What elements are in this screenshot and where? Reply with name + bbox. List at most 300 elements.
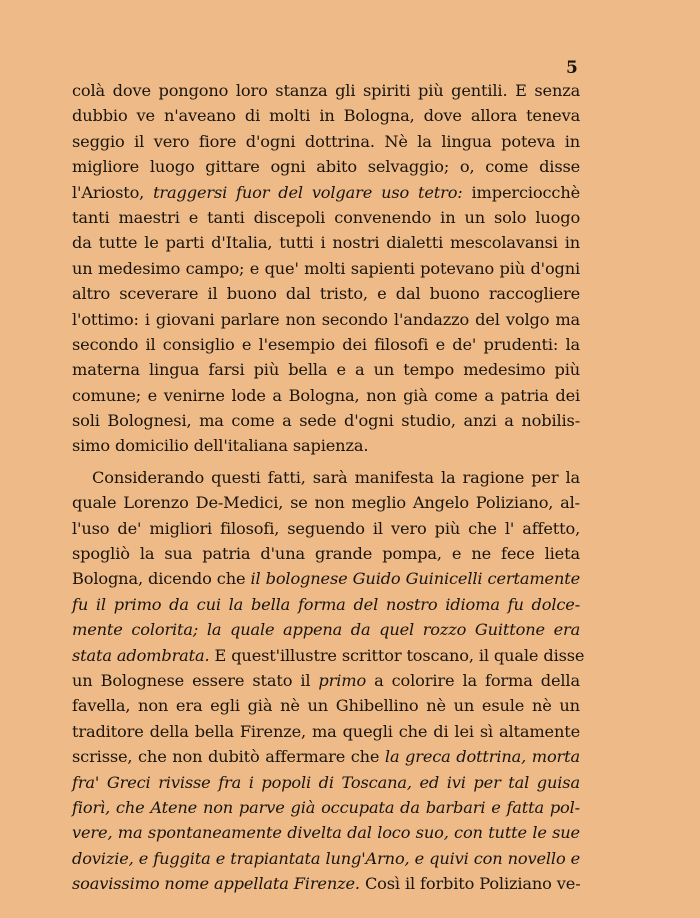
word: l'Ariosto, [72, 182, 145, 202]
italic-word: i [248, 772, 254, 792]
italic-word: che [115, 797, 145, 817]
word: già [247, 696, 273, 716]
word: in [440, 207, 456, 227]
word: que' [264, 258, 299, 278]
word: come [485, 157, 529, 177]
italic-word: guisa [536, 772, 580, 792]
word: tanti [72, 207, 110, 227]
text-line [72, 78, 580, 103]
word: dubbio [72, 106, 128, 126]
word: convenendo [334, 207, 432, 227]
word: teneva [526, 106, 581, 126]
word: nè [280, 696, 300, 716]
word: già [403, 385, 428, 405]
word: potevano [420, 258, 495, 278]
word: tempo [403, 360, 455, 380]
word: secondo [321, 309, 388, 329]
word: lieta [544, 544, 580, 564]
word: luogo [535, 207, 581, 227]
word: medesimo [463, 360, 546, 380]
text-line [72, 332, 580, 357]
word: e [451, 544, 462, 564]
italic-word: di [318, 772, 334, 792]
word: il [207, 284, 218, 304]
word: dei [342, 334, 367, 354]
word: la [139, 544, 155, 564]
word: grande [314, 544, 373, 564]
word: forma [485, 670, 533, 690]
word: scrisse, [72, 747, 133, 767]
word: materna [72, 360, 140, 380]
text-line [72, 103, 580, 128]
word: in [564, 131, 581, 151]
text-line [72, 230, 580, 255]
word: sì [479, 721, 494, 741]
word: ragione [462, 467, 525, 487]
word: lingua [148, 360, 200, 380]
word: molti [304, 258, 346, 278]
text-block [72, 78, 585, 897]
word: i [144, 309, 150, 329]
word: ma [555, 309, 581, 329]
word: pompa, [382, 544, 442, 564]
italic-word: già [290, 797, 316, 817]
word: sua [164, 544, 193, 564]
word: E [515, 81, 527, 100]
italic-word: fuggita [153, 848, 211, 868]
word: solo [493, 207, 527, 227]
italic-word: tal [508, 772, 530, 792]
word: Bolognesi, [107, 411, 192, 431]
italic-word: lung'Arno, [325, 848, 410, 868]
word: affetto, [522, 518, 581, 538]
word: più [417, 81, 444, 100]
word: del [475, 309, 500, 329]
word: Così [364, 874, 400, 894]
word: ma [311, 721, 337, 741]
italic-word: quel [379, 620, 415, 640]
word: Nè [384, 131, 408, 151]
word: un [559, 696, 580, 716]
word: allora [470, 106, 518, 126]
italic-word: il [95, 594, 106, 614]
italic-word: non [202, 797, 234, 817]
word: al- [560, 493, 581, 513]
italic-word: forma [297, 594, 346, 614]
word: toscano, [406, 645, 474, 665]
word: manifesta [354, 467, 434, 487]
word: che [468, 518, 497, 538]
italic-word: Guido [352, 569, 401, 589]
italic-word: da [350, 620, 371, 640]
word: che [398, 721, 428, 741]
word: dell'italiana [193, 436, 288, 456]
word: Ghibellino [335, 696, 419, 716]
word: buono [429, 284, 480, 304]
word: n'aveano [163, 106, 236, 126]
word: raccogliere [488, 284, 581, 304]
word: maestri [118, 207, 180, 227]
word: ogni [270, 157, 306, 177]
italic-word: appellata [213, 874, 289, 894]
italic-word: fra [218, 772, 242, 792]
text-line [72, 408, 580, 433]
italic-word: dolce- [531, 594, 581, 614]
word: era [175, 696, 203, 716]
word: dei [555, 385, 581, 405]
italic-word: ma [117, 823, 143, 843]
word: d'ogni [344, 411, 394, 431]
italic-word: Atene [150, 797, 198, 817]
word: non [172, 747, 203, 767]
italic-word: loco [377, 823, 411, 843]
word: altro [72, 284, 111, 304]
italic-word: Firenze. [293, 874, 360, 894]
italic-word: fra' [72, 772, 100, 792]
word: che [350, 747, 380, 767]
word: simo [72, 436, 110, 456]
word: se [290, 493, 308, 513]
word: la [440, 467, 456, 487]
word: discepoli [253, 207, 326, 227]
italic-word: bella [250, 594, 291, 614]
word: la [417, 131, 432, 151]
word: il [145, 334, 156, 354]
italic-word: primo [318, 670, 367, 690]
word: d'una [260, 544, 305, 564]
word: ve [136, 106, 155, 126]
word: vero [153, 131, 190, 151]
word: filosofi [374, 334, 429, 354]
word: medesimo [97, 258, 181, 278]
text-line [72, 566, 580, 591]
word: pongono [158, 81, 229, 100]
word: de' [452, 334, 477, 354]
word: le [144, 233, 159, 253]
word: il [478, 645, 489, 665]
italic-word: stata [72, 645, 112, 665]
word: dicendo [148, 569, 212, 589]
word: lode [231, 385, 266, 405]
word: fiore [198, 131, 237, 151]
word: in [564, 233, 581, 253]
word: giovani [155, 309, 215, 329]
italic-word: appena [283, 620, 343, 640]
word: affermare [265, 747, 346, 767]
italic-word: fiorì, [72, 797, 111, 817]
word: forbito [420, 874, 475, 894]
italic-word: tutte [488, 823, 527, 843]
italic-word: traggersi [153, 182, 228, 202]
word: patria [500, 385, 549, 405]
word: e [377, 284, 387, 304]
word: senza [534, 81, 581, 100]
italic-word: popoli [261, 772, 312, 792]
word: sarà [312, 467, 348, 487]
word: quegli [342, 721, 393, 741]
italic-word: quivi [429, 848, 469, 868]
word: a [504, 411, 514, 431]
word: e [435, 334, 446, 354]
italic-word: e [570, 848, 581, 868]
italic-word: rivisse [158, 772, 211, 792]
italic-word: la [384, 747, 400, 767]
italic-word: divelta [287, 823, 342, 843]
word: essere [192, 670, 245, 690]
italic-word: uso [381, 182, 410, 202]
word: sapienti [350, 258, 415, 278]
italic-word: vere, [72, 823, 113, 843]
word: spogliò [72, 544, 130, 564]
italic-word: pol- [549, 797, 580, 817]
italic-word: idioma [445, 594, 500, 614]
text-line [72, 357, 580, 382]
word: consiglio [162, 334, 235, 354]
text-line [72, 592, 580, 617]
word: nè [531, 696, 552, 716]
italic-word: cui [196, 594, 221, 614]
word: Bologna, [343, 106, 415, 126]
word: quale [493, 645, 539, 665]
italic-word: volgare [311, 182, 373, 202]
text-line [72, 129, 580, 154]
paragraph [72, 465, 585, 897]
italic-word: trapiantata [230, 848, 321, 868]
word: o, [459, 157, 475, 177]
word: vero [390, 518, 427, 538]
word: stanza [275, 81, 328, 100]
word: venirne [163, 385, 225, 405]
word: ne [471, 544, 492, 564]
word: un [464, 207, 486, 227]
word: più [253, 360, 280, 380]
word: gentili. [451, 81, 508, 100]
word: favella, [72, 696, 131, 716]
italic-word: con [473, 848, 503, 868]
word: mescolavansi [450, 233, 558, 253]
word: non [366, 385, 397, 405]
word: la [462, 670, 477, 690]
word: questi [211, 467, 261, 487]
word: e [241, 334, 252, 354]
word: esule [481, 696, 525, 716]
italic-word: fu [72, 594, 89, 614]
word: volgo [505, 309, 550, 329]
word: la [565, 467, 581, 487]
word: non [285, 309, 316, 329]
word: dal [395, 284, 421, 304]
word: non [314, 493, 345, 513]
word: Lorenzo [123, 493, 189, 513]
word: selvaggio; [367, 157, 450, 177]
word: ve- [556, 874, 581, 894]
text-line [72, 205, 580, 230]
word: Bologna, [288, 385, 360, 405]
word: più [554, 360, 581, 380]
word: domicilio [114, 436, 189, 456]
word: molti [269, 106, 311, 126]
word: di [244, 106, 261, 126]
italic-word: parve [238, 797, 285, 817]
word: sede [299, 411, 337, 431]
word: nostri [332, 233, 380, 253]
page-number: 5 [566, 58, 578, 78]
word: dubitò [207, 747, 260, 767]
word: parti [165, 233, 205, 253]
italic-word: morta [531, 747, 580, 767]
italic-word: dottrina, [456, 747, 527, 767]
italic-word: il [250, 569, 261, 589]
word: l' [504, 518, 515, 538]
word: a [272, 385, 282, 405]
word: da [72, 233, 92, 253]
italic-word: nome [164, 874, 209, 894]
word: di [433, 721, 449, 741]
word: fece [501, 544, 535, 564]
word: in [319, 106, 335, 126]
word: De-Medici, [195, 493, 284, 513]
word: spiriti [362, 81, 411, 100]
word: come [231, 411, 275, 431]
word: traditore [72, 721, 144, 741]
word: studio, [401, 411, 456, 431]
word: lingua [441, 131, 492, 151]
italic-word: ed [419, 772, 440, 792]
text-line [72, 617, 580, 642]
word: poteva [501, 131, 556, 151]
word: non [138, 696, 169, 716]
word: la [565, 334, 580, 354]
word: colorire [391, 670, 455, 690]
word: a [282, 411, 292, 431]
word: Firenze, [239, 721, 307, 741]
word: a [484, 385, 494, 405]
word: a [355, 360, 365, 380]
word: un [307, 696, 329, 716]
word: anzi [463, 411, 497, 431]
text-line [72, 465, 580, 490]
word: d'Italia, [211, 233, 273, 253]
italic-word: quale [229, 620, 275, 640]
word: seguendo [287, 518, 365, 538]
text-line [72, 871, 580, 896]
word: altamente [498, 721, 581, 741]
italic-word: e [215, 848, 226, 868]
word: d'ogni [530, 258, 581, 278]
italic-word: e [491, 797, 501, 817]
italic-word: colorita; [131, 620, 199, 640]
word: d'ogni [245, 131, 296, 151]
word: E [214, 645, 227, 665]
text-line [72, 383, 580, 408]
word: un [72, 670, 93, 690]
word: imperciocchè [471, 182, 581, 202]
text-line [72, 744, 580, 769]
word: parlare [220, 309, 280, 329]
italic-word: fu [507, 594, 524, 614]
word: soli [72, 411, 100, 431]
word: e [249, 258, 260, 278]
text-line [72, 180, 580, 205]
text-line [72, 281, 580, 306]
word: come [434, 385, 478, 405]
word: nè [426, 696, 446, 716]
word: Considerando [92, 467, 205, 487]
text-line [72, 668, 580, 693]
word: che [138, 747, 167, 767]
word: loro [235, 81, 268, 100]
word: Bolognese [100, 670, 185, 690]
word: il [300, 670, 311, 690]
text-line [72, 643, 585, 668]
word: patria [202, 544, 251, 564]
italic-word: spontaneamente [147, 823, 282, 843]
word: campo; [185, 258, 245, 278]
word: gli [335, 81, 356, 100]
text-line [72, 719, 580, 744]
word: bella [194, 721, 234, 741]
italic-word: occupata [321, 797, 395, 817]
italic-word: la [206, 620, 222, 640]
word: dottrina. [304, 131, 375, 151]
italic-word: adombrata. [116, 645, 210, 665]
word: sapienza. [292, 436, 369, 456]
word: e [188, 207, 199, 227]
word: l'esempio [258, 334, 335, 354]
italic-word: greca [405, 747, 451, 767]
text-line [72, 770, 580, 795]
italic-word: dovizie, [72, 848, 134, 868]
word: comune; [72, 385, 141, 405]
word: il [372, 518, 383, 538]
italic-word: nostro [385, 594, 438, 614]
word: più [434, 518, 461, 538]
word: gittare [205, 157, 260, 177]
italic-word: bolognese [265, 569, 348, 589]
word: un [373, 360, 395, 380]
word: dal [285, 284, 311, 304]
italic-word: novello [507, 848, 566, 868]
italic-word: dal [347, 823, 372, 843]
italic-word: e [414, 848, 425, 868]
word: prudenti: [483, 334, 559, 354]
word: più [499, 258, 526, 278]
italic-word: le [532, 823, 547, 843]
italic-word: del [353, 594, 379, 614]
word: scrittor [341, 645, 402, 665]
word: nobilis- [521, 411, 581, 431]
word: Poliziano, [475, 493, 554, 513]
italic-word: fatta [506, 797, 545, 817]
word: abito [316, 157, 357, 177]
text-line [72, 256, 580, 281]
word: l'andazzo [393, 309, 470, 329]
italic-word: del [278, 182, 303, 202]
word: migliori [149, 518, 213, 538]
word: della [149, 721, 189, 741]
text-line [72, 820, 580, 845]
word: disse [539, 157, 581, 177]
word: bella [288, 360, 328, 380]
italic-word: Guittone [474, 620, 545, 640]
word: Poliziano [479, 874, 552, 894]
text-line [72, 516, 580, 541]
paragraph [72, 78, 580, 459]
word: dove [423, 106, 462, 126]
word: de' [117, 518, 142, 538]
word: tristo, [319, 284, 368, 304]
word: a [374, 670, 384, 690]
